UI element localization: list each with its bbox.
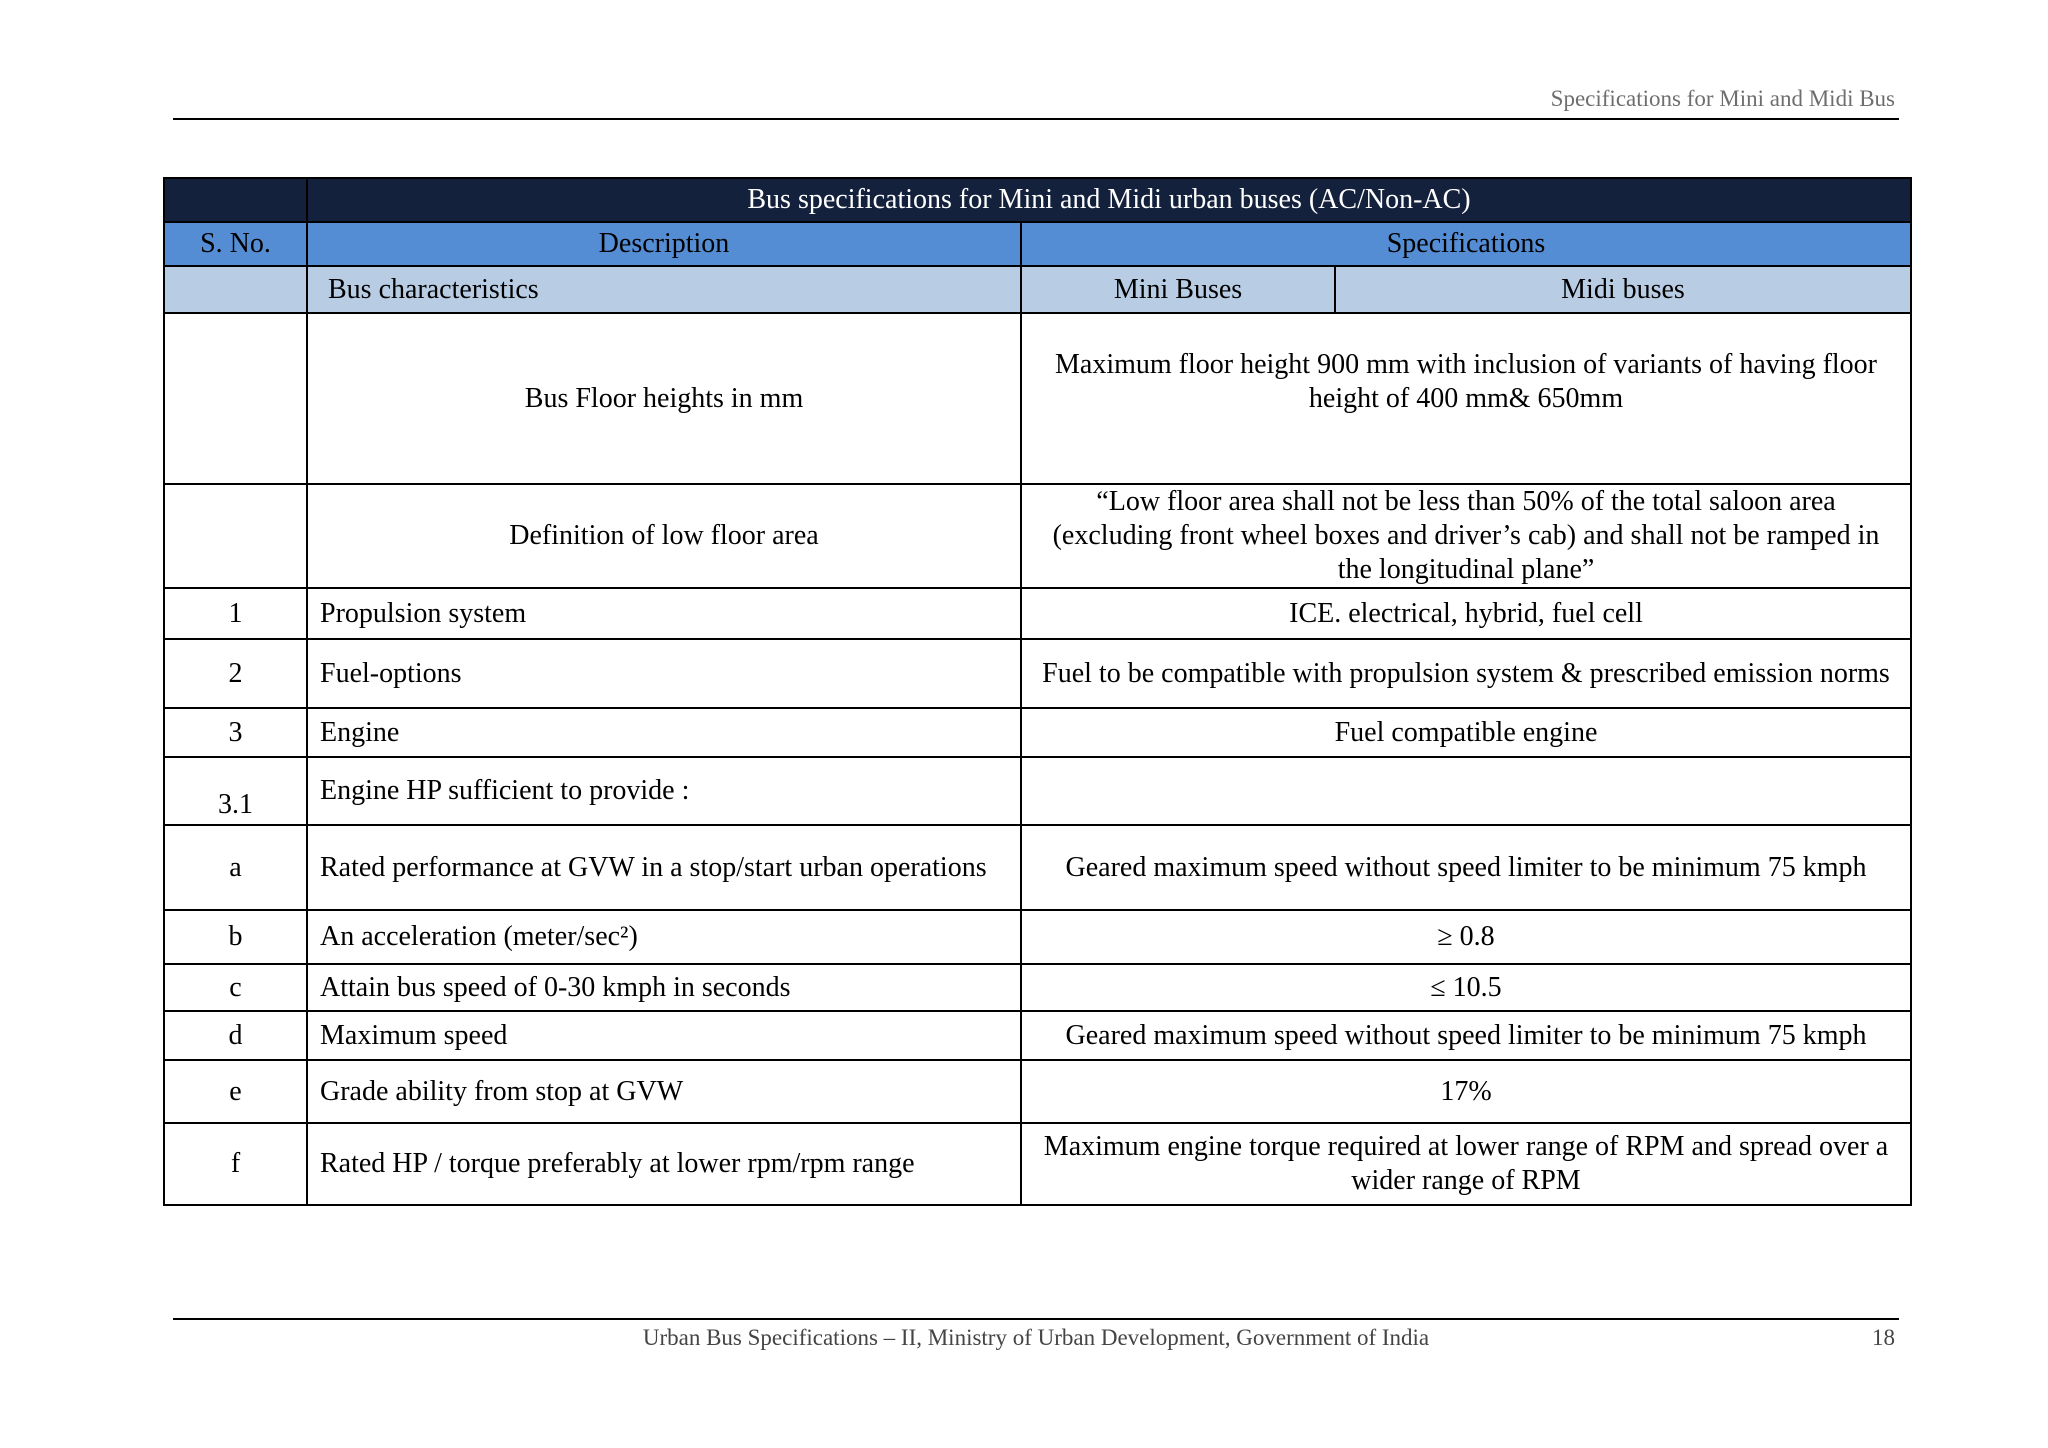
table-row: [164, 484, 1911, 588]
bus-specifications-table: [163, 177, 1912, 1206]
row-specification: Fuel to be compatible with propulsion system & prescribed emission norms: [1021, 639, 1911, 708]
table-row: [164, 964, 1911, 1011]
row-specification: Geared maximum speed without speed limiter to be minimum 75 kmph: [1021, 1011, 1911, 1060]
row-description: Attain bus speed of 0-30 kmph in seconds: [307, 964, 1021, 1011]
row-description: Propulsion system: [307, 588, 1021, 639]
table-row: [164, 1060, 1911, 1123]
running-footer: [173, 1318, 1899, 1360]
row-sno: a: [164, 825, 307, 910]
row-specification: 17%: [1021, 1060, 1911, 1123]
row-specification: Fuel compatible engine: [1021, 708, 1911, 757]
table-row: [164, 588, 1911, 639]
table-row: [164, 639, 1911, 708]
row-description: An acceleration (meter/sec²): [307, 910, 1021, 964]
table-row: [164, 910, 1911, 964]
page-number: 18: [1872, 1325, 1895, 1350]
table-row: [164, 757, 1911, 825]
row-specification: Geared maximum speed without speed limiter to be minimum 75 kmph: [1021, 825, 1911, 910]
table-title: Bus specifications for Mini and Midi urban buses (AC/Non-AC): [307, 178, 1911, 222]
row-sno: d: [164, 1011, 307, 1060]
row-sno: [164, 484, 307, 588]
row-sno: 3: [164, 708, 307, 757]
row-description: Definition of low floor area: [307, 484, 1021, 588]
table-row: [164, 1123, 1911, 1205]
footer-text: Urban Bus Specifications – II, Ministry of Urban Development, Government of India: [642, 1325, 1430, 1350]
row-specification: Maximum floor height 900 mm with inclusion of variants of having floor height of 400 mm& 650mm: [1021, 313, 1911, 484]
row-sno: f: [164, 1123, 307, 1205]
table-row: [164, 313, 1911, 484]
header-sno: S. No.: [164, 222, 307, 266]
row-description: Bus Floor heights in mm: [307, 313, 1021, 484]
table-title-row: [164, 178, 1911, 222]
column-header-row: [164, 222, 1911, 266]
row-sno: c: [164, 964, 307, 1011]
table-row: [164, 1011, 1911, 1060]
header-specifications: Specifications: [1021, 222, 1911, 266]
subheader-blank-cell: [164, 266, 307, 313]
row-description: Rated performance at GVW in a stop/start urban operations: [307, 825, 1021, 910]
row-sno: [164, 313, 307, 484]
running-header: [173, 84, 1899, 120]
subheader-row: [164, 266, 1911, 313]
row-specification: ≤ 10.5: [1021, 964, 1911, 1011]
row-sno: e: [164, 1060, 307, 1123]
row-sno: 1: [164, 588, 307, 639]
subheader-midi-buses: Midi buses: [1335, 266, 1911, 313]
row-sno: 2: [164, 639, 307, 708]
running-header-title: Specifications for Mini and Midi Bus: [1550, 86, 1895, 111]
row-sno: b: [164, 910, 307, 964]
row-description: Fuel-options: [307, 639, 1021, 708]
row-specification: ICE. electrical, hybrid, fuel cell: [1021, 588, 1911, 639]
row-description: Grade ability from stop at GVW: [307, 1060, 1021, 1123]
row-sno: 3.1: [164, 757, 307, 825]
row-specification: ≥ 0.8: [1021, 910, 1911, 964]
subheader-bus-characteristics: Bus characteristics: [307, 266, 1021, 313]
subheader-mini-buses: Mini Buses: [1021, 266, 1335, 313]
table-row: [164, 708, 1911, 757]
row-specification: “Low floor area shall not be less than 50% of the total saloon area (excluding front wheel boxes and driver’s cab) and shall not be ramped in the longitudinal plane”: [1021, 484, 1911, 588]
row-description: Engine: [307, 708, 1021, 757]
row-description: Maximum speed: [307, 1011, 1021, 1060]
row-description: Rated HP / torque preferably at lower rpm/rpm range: [307, 1123, 1021, 1205]
title-blank-cell: [164, 178, 307, 222]
header-description: Description: [307, 222, 1021, 266]
row-specification: [1021, 757, 1911, 825]
table-row: [164, 825, 1911, 910]
row-description: Engine HP sufficient to provide :: [307, 757, 1021, 825]
row-specification: Maximum engine torque required at lower range of RPM and spread over a wider range of RPM: [1021, 1123, 1911, 1205]
